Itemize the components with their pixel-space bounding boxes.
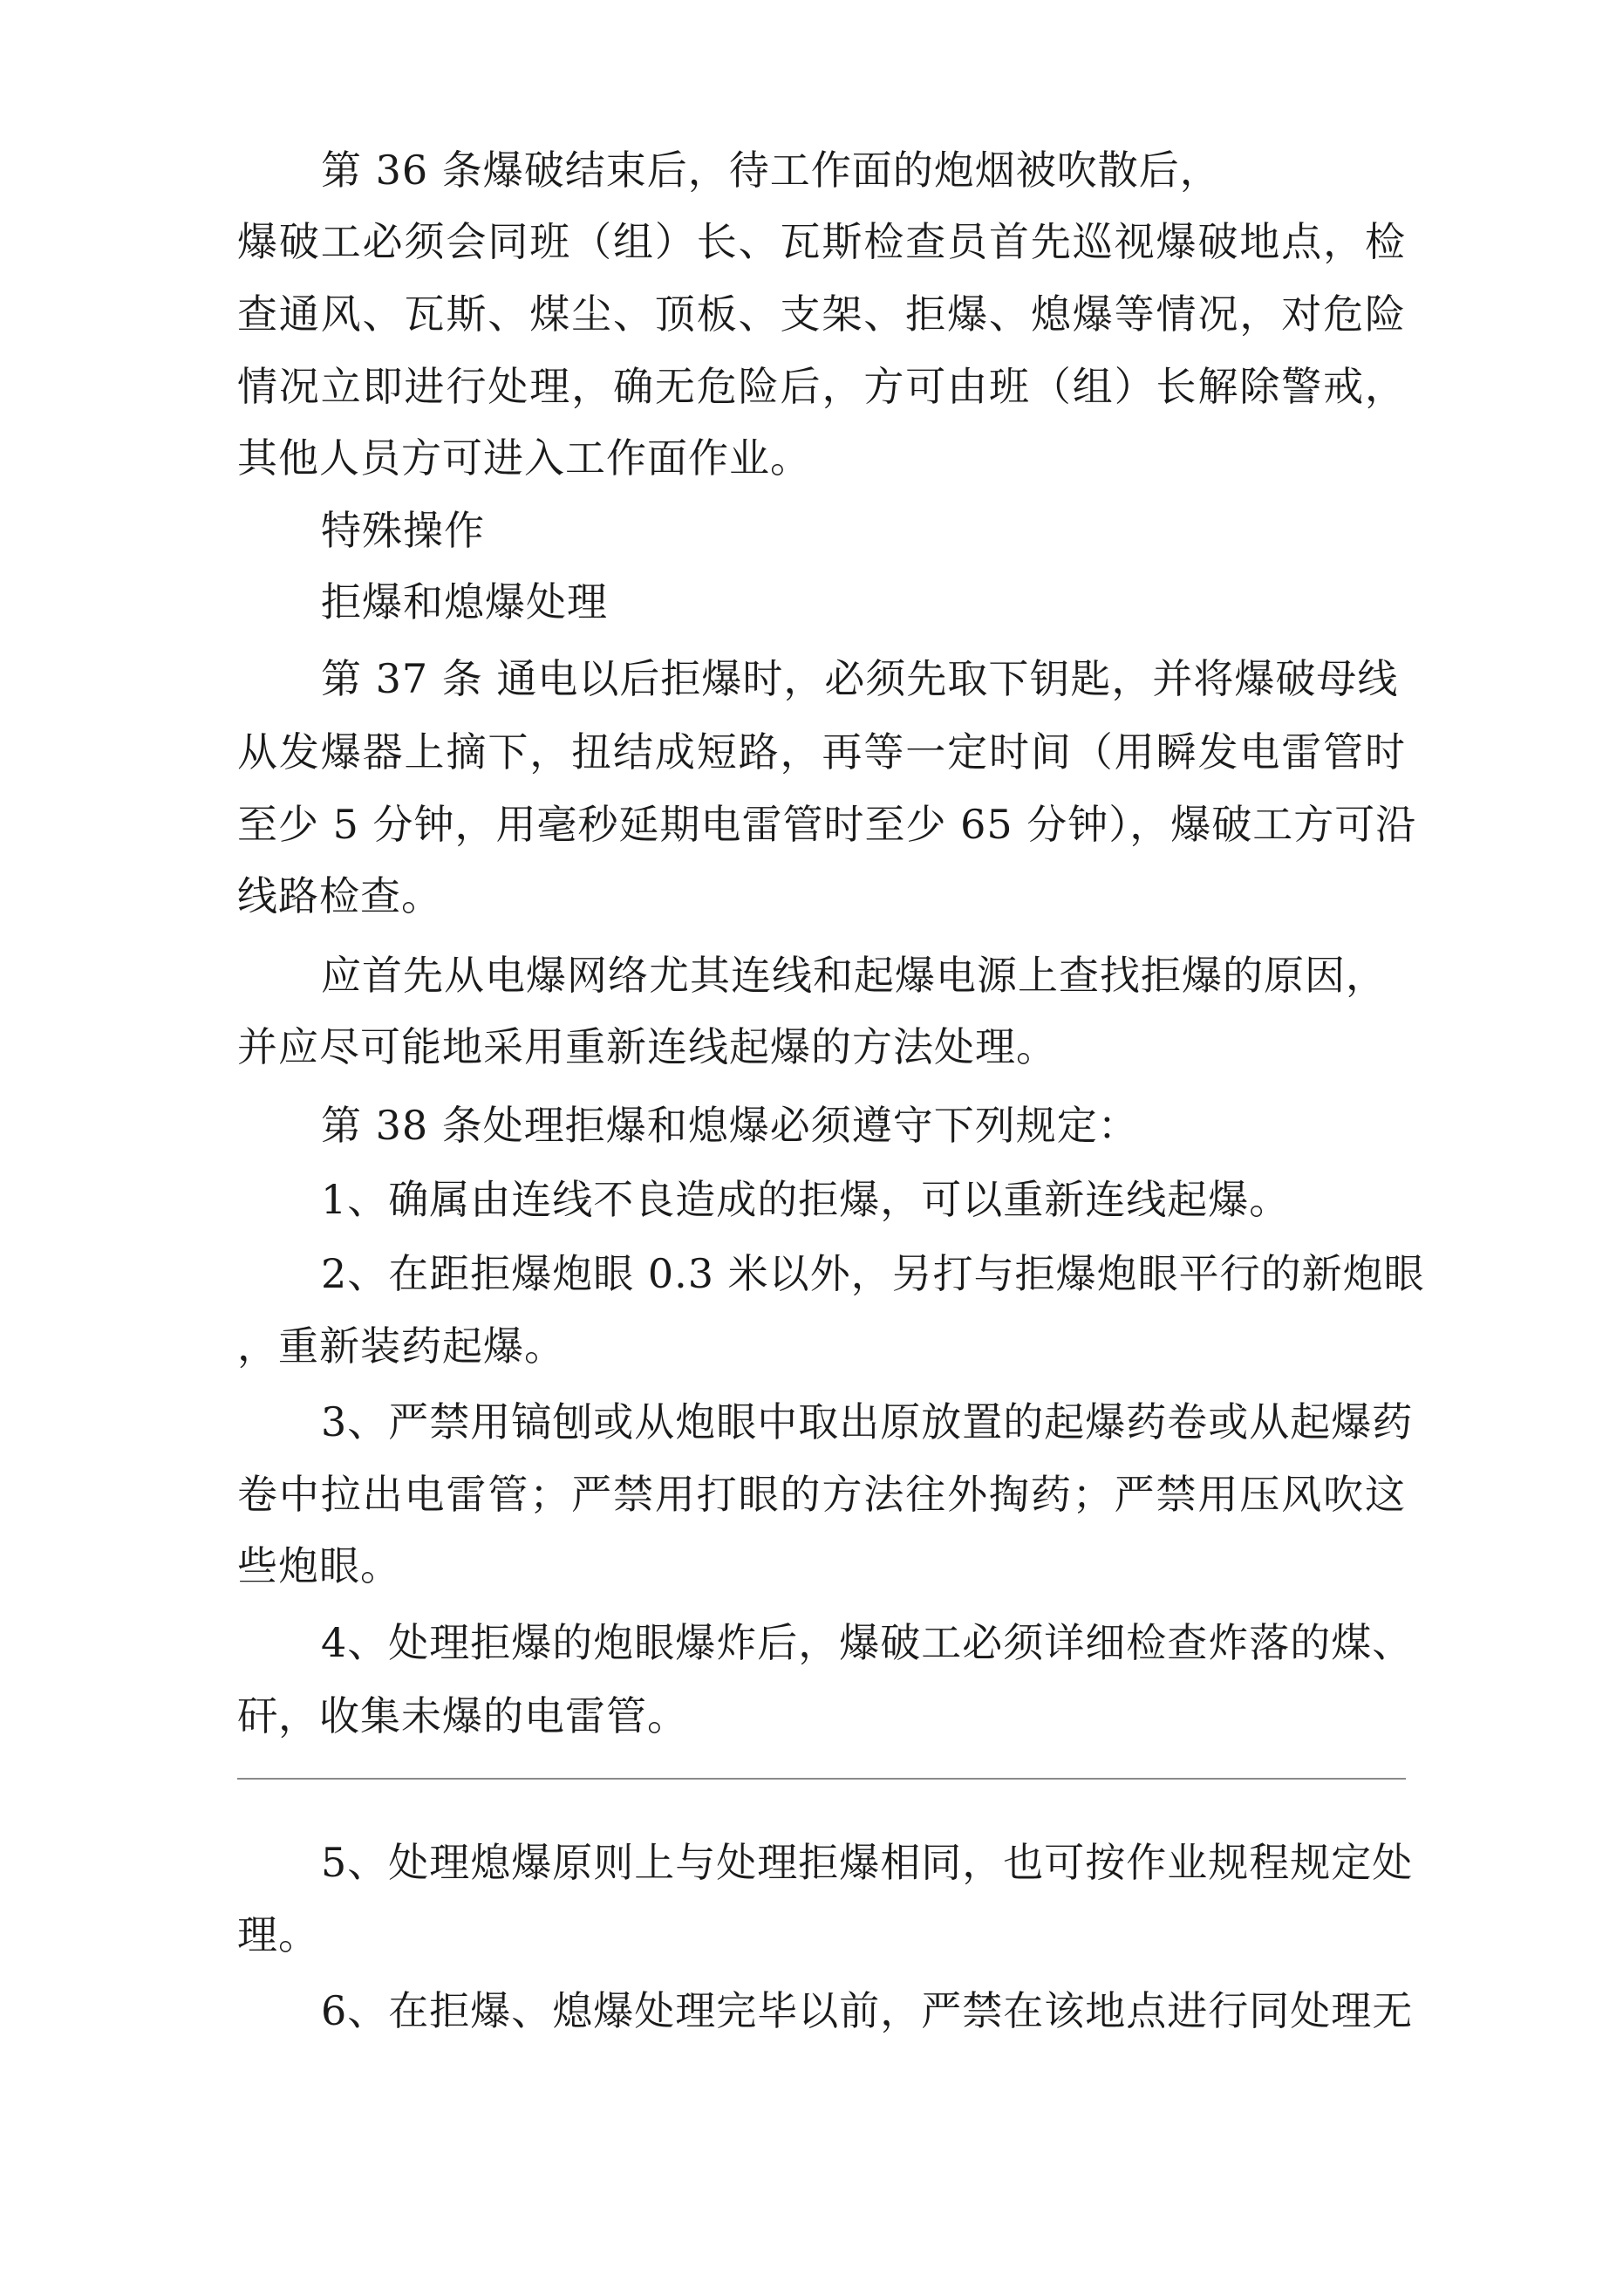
- text-line: 查通风、瓦斯、煤尘、顶板、支架、拒爆、熄爆等情况，对危险: [237, 290, 1406, 338]
- text-line: ，重新装药起爆。: [237, 1322, 565, 1370]
- text-line: 至少 5 分钟，用毫秒延期电雷管时至少 65 分钟），爆破工方可沿: [237, 801, 1417, 848]
- section-heading: 拒爆和熄爆处理: [321, 578, 608, 625]
- section-heading: 特殊操作: [321, 507, 485, 554]
- text-line: 爆破工必须会同班（组）长、瓦斯检查员首先巡视爆破地点，检: [237, 218, 1406, 265]
- text-line: 3、严禁用镐刨或从炮眼中取出原放置的起爆药卷或从起爆药: [321, 1398, 1414, 1445]
- text-line: 卷中拉出电雷管；严禁用打眼的方法往外掏药；严禁用压风吹这: [237, 1471, 1406, 1518]
- text-line: 第 37 条 通电以后拒爆时，必须先取下钥匙，并将爆破母线: [321, 655, 1399, 702]
- text-line: 并应尽可能地采用重新连线起爆的方法处理。: [237, 1023, 1057, 1070]
- page-divider: [237, 1778, 1406, 1780]
- text-line: 从发爆器上摘下，扭结成短路，再等一定时间（用瞬发电雷管时: [237, 728, 1406, 776]
- text-line: 其他人员方可进入工作面作业。: [237, 434, 811, 482]
- text-line: 第 36 条爆破结束后，待工作面的炮烟被吹散后，: [321, 147, 1221, 194]
- text-line: 第 38 条处理拒爆和熄爆必须遵守下列规定：: [321, 1102, 1139, 1149]
- text-line: 2、在距拒爆炮眼 0.3 米以外，另打与拒爆炮眼平行的新炮眼: [321, 1250, 1425, 1297]
- text-line: 6、在拒爆、熄爆处理完毕以前，严禁在该地点进行同处理无: [321, 1987, 1414, 2034]
- text-line: 些炮眼。: [237, 1542, 401, 1589]
- text-line: 应首先从电爆网络尤其连线和起爆电源上查找拒爆的原因，: [321, 952, 1387, 999]
- text-line: 5、处理熄爆原则上与处理拒爆相同，也可按作业规程规定处: [321, 1839, 1414, 1886]
- text-line: 情况立即进行处理，确无危险后，方可由班（组）长解除警戒，: [237, 363, 1406, 410]
- text-line: 理。: [237, 1911, 319, 1958]
- text-line: 线路检查。: [237, 872, 442, 919]
- text-line: 1、确属由连线不良造成的拒爆，可以重新连线起爆。: [321, 1176, 1291, 1223]
- text-line: 4、处理拒爆的炮眼爆炸后，爆破工必须详细检查炸落的煤、: [321, 1619, 1414, 1666]
- text-line: 矸，收集未爆的电雷管。: [237, 1692, 688, 1739]
